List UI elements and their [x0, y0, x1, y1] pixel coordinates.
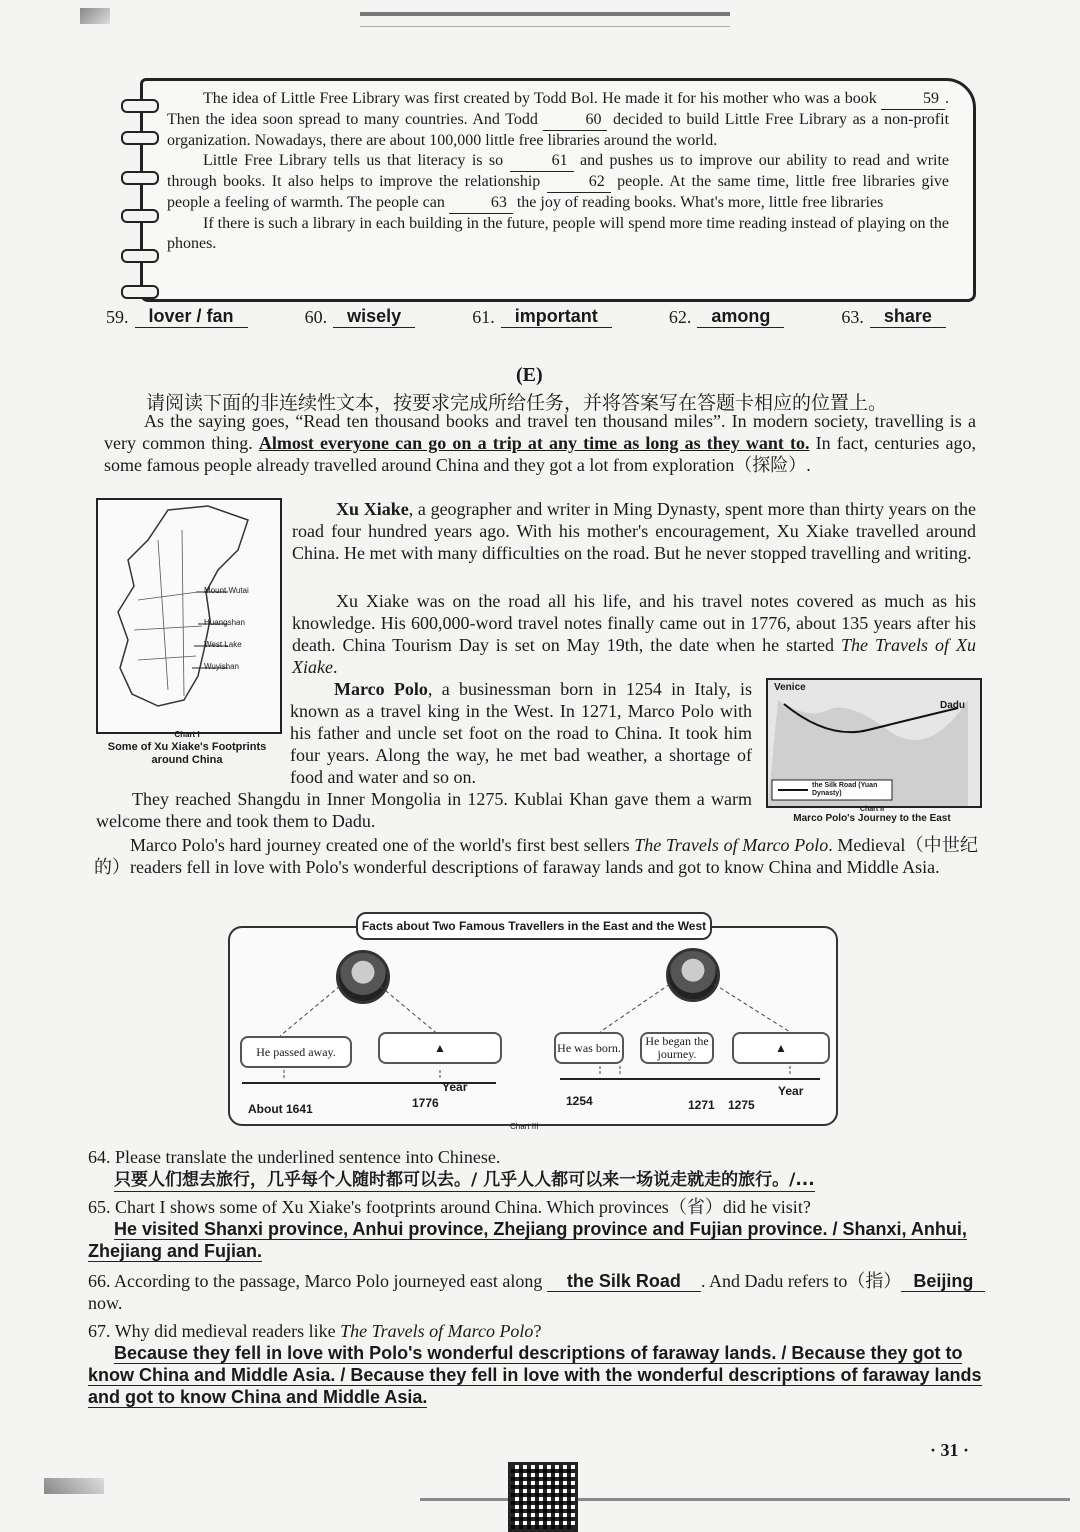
notebook-ring-icon [121, 131, 159, 145]
chart-1-map [96, 498, 282, 734]
section-e-title: (E) [516, 364, 543, 386]
map-label-mount-wutai: Mount Wutai [204, 586, 249, 595]
marco-box-born: He was born. [554, 1032, 624, 1064]
section-e-instruction: 请阅读下面的非连续性文本，按要求完成所给任务，并将答案写在答题卡相应的位置上。 [146, 392, 888, 414]
chart-2-map [766, 678, 982, 808]
chart-3-title: Facts about Two Famous Travellers in the East and the West [356, 912, 712, 940]
notebook-ring-icon [121, 249, 159, 263]
marco-box-blank-triangle: ▲ [732, 1032, 830, 1064]
question-67: 67. Why did medieval readers like The Travels of Marco Polo? Because they fell in love with Polo's wonderful descriptions of faraway lands. / Because they got to know China and Middle Asia. / Because they fell in love with the wonderful descriptions of faraway lands and got to know China and Middle Asia. [88, 1321, 982, 1407]
underlined-sentence: Almost everyone can go on a trip at any time as long as they want to. [258, 433, 810, 453]
scan-corner-top-left [80, 8, 110, 24]
chart-3-timeline [228, 926, 838, 1126]
timeline-connectors [230, 928, 836, 1124]
passage-d-paragraph-1: The idea of Little Free Library was first created by Todd Bol. He made it for his mother who was a book 59 . Then the idea soon spread to many countries. And Todd 60 decided to build Little Free Library as a non-profit organization. Nowadays, there are about 100,000 little free libraries around the world. [167, 90, 950, 149]
xu-xiake-paragraph-1: Xu Xiake, a geographer and writer in Ming Dynasty, spent more than thirty years on the road four hundred years ago. With his mother's encouragement, Xu Xiake travelled around China. He met with many difficulties on the road. But he never stopped travelling and writing. [292, 499, 976, 563]
china-map-icon [98, 500, 280, 732]
xu-box-blank-triangle: ▲ [378, 1032, 502, 1064]
marco-box-began-journey: He began the journey. [640, 1032, 714, 1064]
xu-xiake-paragraph-2: Xu Xiake was on the road all his life, and his travel notes covered as much as his knowledge. His 600,000-word travel notes finally came out in 1776, about 135 years after his death. China Tourism Day is set on May 19th, the date when he started The Travels of Xu Xiake. [292, 591, 976, 677]
answer-67: Because they fell in love with Polo's wonderful descriptions of faraway lands. / Because they got to know China and Middle Asia. / Because they fell in love with the wonderful descriptions of faraway lands and got to know China and Middle Asia. [88, 1343, 982, 1407]
answer-63: 63. share [841, 306, 946, 328]
notebook-ring-icon [121, 285, 159, 299]
question-66: 66. According to the passage, Marco Polo journeyed east along the Silk Road . And Dadu refers to（指） Beijing now. [88, 1270, 986, 1314]
passage-d-card [140, 78, 976, 302]
chart-2-caption: Chart II Marco Polo's Journey to the East [766, 806, 978, 824]
chart-1-caption: Chart I Some of Xu Xiake's Footprints around China [96, 728, 278, 767]
answer-66-2: Beijing [901, 1271, 985, 1292]
marco-tick-1254: 1254 [566, 1094, 593, 1108]
question-64: 64. Please translate the underlined sentence into Chinese. 只要人们想去旅行，几乎每个人随时都可以去。/ 几乎人人都可以来一场说走就走的旅行。/... [88, 1147, 815, 1190]
answer-65: He visited Shanxi province, Anhui province, Zhejiang province and Fujian province. / Shanxi, Anhui, Zhejiang and Fujian. [88, 1219, 967, 1261]
answer-66-1: the Silk Road [547, 1271, 701, 1292]
marco-axis-year: Year [778, 1084, 804, 1098]
marco-tick-1271: 1271 [688, 1098, 715, 1112]
map-label-west-lake: West Lake [204, 640, 242, 649]
xu-tick-1776: 1776 [412, 1096, 439, 1110]
passage-d-paragraph-3: If there is such a library in each building in the future, people will spend more time reading instead of playing on the phones. [167, 215, 950, 252]
marco-polo-paragraph-2: They reached Shangdu in Inner Mongolia in 1275. Kublai Khan gave them a warm welcome there and took them to Dadu. [96, 789, 752, 831]
map-label-dadu: Dadu [940, 700, 965, 711]
chart-1-small-caption: Chart I [174, 730, 200, 739]
scan-corner-bottom-left [44, 1478, 104, 1494]
marco-timeline-axis [560, 1078, 820, 1080]
marco-tick-1275: 1275 [728, 1098, 755, 1112]
xu-axis-year: Year [442, 1080, 468, 1094]
notebook-ring-icon [121, 171, 159, 185]
marco-polo-paragraph-1: Marco Polo, a businessman born in 1254 in Italy, is known as a travel king in the West. In 1271, Marco Polo with his father and uncle set foot on the road to China. It took him four years. Along the way, he met bad weather, a shortage of food and water and so on. [290, 679, 752, 787]
page-number: · 31 · [930, 1440, 970, 1460]
answers-row-59-63 [106, 306, 946, 328]
xu-box-passed-away: He passed away. [240, 1036, 352, 1068]
answer-59: 59. lover / fan [106, 306, 248, 328]
notebook-ring-icon [121, 209, 159, 223]
notebook-ring-icon [121, 99, 159, 113]
passage-d-paragraph-2: Little Free Library tells us that literacy is so 61 and pushes us to improve our ability to read and write through books. It also helps to improve the relationship 62 people. At the same time, little free libraries give people a feeling of warmth. The people can 63 the joy of reading books. What's more, little free libraries [167, 151, 949, 214]
answer-60: 60. wisely [305, 306, 416, 328]
blank-63: 63 [449, 193, 513, 214]
blank-60: 60 [543, 110, 607, 131]
map-legend-silk-road: the Silk Road (Yuan Dynasty) [812, 782, 878, 797]
xu-tick-1641: About 1641 [248, 1102, 313, 1116]
qr-code-icon [508, 1462, 578, 1532]
map-label-venice: Venice [774, 682, 806, 693]
section-e-intro: As the saying goes, “Read ten thousand books and travel ten thousand miles”. In modern society, travelling is a very common thing. Almost everyone can go on a trip at any time as long as they want to. In fact, centuries ago, some famous people already travelled around China and they got a lot from exploration（探险）. [104, 411, 976, 475]
answer-62: 62. among [669, 306, 785, 328]
answer-64: 只要人们想去旅行，几乎每个人随时都可以去。/ 几乎人人都可以来一场说走就走的旅行。/... [114, 1170, 815, 1190]
blank-61: 61 [510, 151, 574, 172]
chart-3-small-caption: Chart III [510, 1122, 539, 1131]
blank-59: 59 [881, 89, 945, 110]
question-65: 65. Chart I shows some of Xu Xiake's footprints around China. Which provinces（省）did he visit? He visited Shanxi province, Anhui province, Zhejiang province and Fujian province. / Shanxi, Anhui, Zhejiang and Fujian. [88, 1197, 967, 1261]
blank-62: 62 [547, 172, 611, 193]
chart-2-small-caption: Chart II [859, 806, 885, 813]
answer-61: 61. important [472, 306, 612, 328]
scan-edge-top [360, 12, 730, 27]
map-label-huangshan: Huangshan [204, 618, 245, 627]
map-label-wuyishan: Wuyishan [204, 662, 239, 671]
marco-polo-paragraph-3: Marco Polo's hard journey created one of the world's first best sellers The Travels of Marco Polo. Medieval（中世纪的）readers fell in love with Polo's wonderful descriptions of faraway lands and got to know China and Middle Asia. [94, 835, 978, 877]
